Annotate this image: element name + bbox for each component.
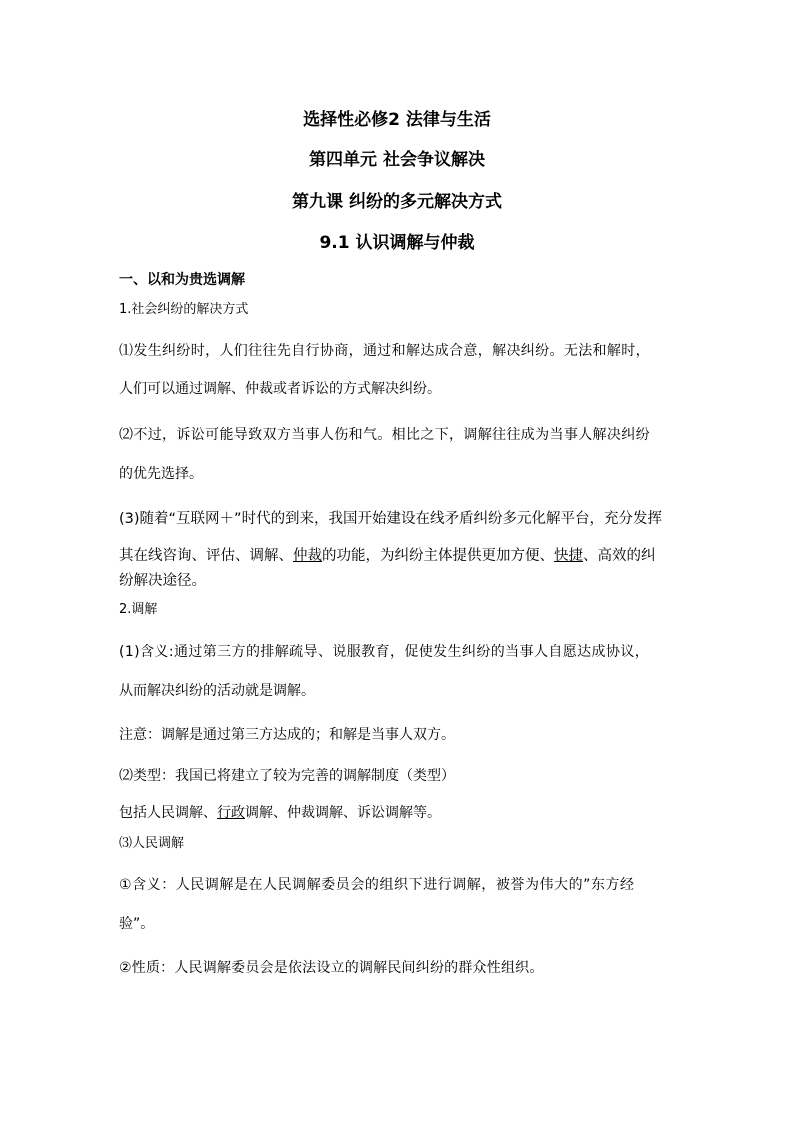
s1-p1-line2: 人们可以通过调解、仲裁或者诉讼的方式解决纠纷。 <box>119 381 441 397</box>
s2-p2-line1: ⑵类型：我国已将建立了较为完善的调解制度（类型） <box>119 768 455 784</box>
s1-p3-line2-c: 、高效的纠 <box>583 548 656 564</box>
s2-p2-line2-b: 调解、仲裁调解、诉讼调解等。 <box>245 805 441 821</box>
section-title: 9.1 认识调解与仲裁 <box>319 233 475 253</box>
s2-p2-underline-admin: 行政 <box>217 805 245 821</box>
s2-p2-line2-a: 包括人民调解、 <box>119 805 217 821</box>
s1-p3-underline-fast: 快捷 <box>554 548 583 564</box>
s1-p3-line2-a: 其在线咨询、评估、调解、 <box>119 548 293 564</box>
s2-note: 注意：调解是通过第三方达成的；和解是当事人双方。 <box>119 727 455 743</box>
s1-p3-line2 <box>119 546 656 566</box>
s2-p2-line2 <box>119 803 441 823</box>
s2-p1-line1: (1)含义:通过第三方的排解疏导、说服教育，促使发生纠纷的当事人自愿达成协议， <box>119 644 650 660</box>
lesson-title: 第九课 纠纷的多元解决方式 <box>292 192 502 212</box>
s1-p2-line1: ⑵不过，诉讼可能导致双方当事人伤和气。相比之下，调解往往成为当事人解决纠纷 <box>119 427 650 443</box>
s1-p3-line3: 纷解决途径。 <box>119 573 206 589</box>
part1-heading: 一、以和为贵选调解 <box>119 272 245 288</box>
s2-p3-item2: ②性质：人民调解委员会是依法设立的调解民间纠纷的群众性组织。 <box>119 960 544 976</box>
s2-heading: 2.调解 <box>119 602 158 617</box>
s1-heading: 1.社会纠纷的解决方式 <box>119 302 249 317</box>
s1-p2-line2: 的优先选择。 <box>119 466 203 482</box>
unit-title: 第四单元 社会争议解决 <box>309 150 485 170</box>
s1-p3-line1: (3)随着“互联网＋”时代的到来，我国开始建设在线矛盾纠纷多元化解平台，充分发挥 <box>119 511 663 527</box>
s1-p1-line1: ⑴发生纠纷时，人们往往先自行协商，通过和解达成合意，解决纠纷。无法和解时， <box>119 343 650 359</box>
s1-p3-line2-b: 的功能，为纠纷主体提供更加方便、 <box>322 548 554 564</box>
s1-p3-underline-arbitration: 仲裁 <box>293 548 322 564</box>
s2-p3-item1-line2: 验”。 <box>119 916 155 932</box>
s2-p3-item1-line1: ①含义：人民调解是在人民调解委员会的组织下进行调解，被誉为伟大的”东方经 <box>119 877 635 893</box>
s2-p1-line2: 从而解决纠纷的活动就是调解。 <box>119 683 315 699</box>
book-title: 选择性必修2 法律与生活 <box>303 110 491 130</box>
s2-p3-heading: ⑶人民调解 <box>119 836 185 851</box>
